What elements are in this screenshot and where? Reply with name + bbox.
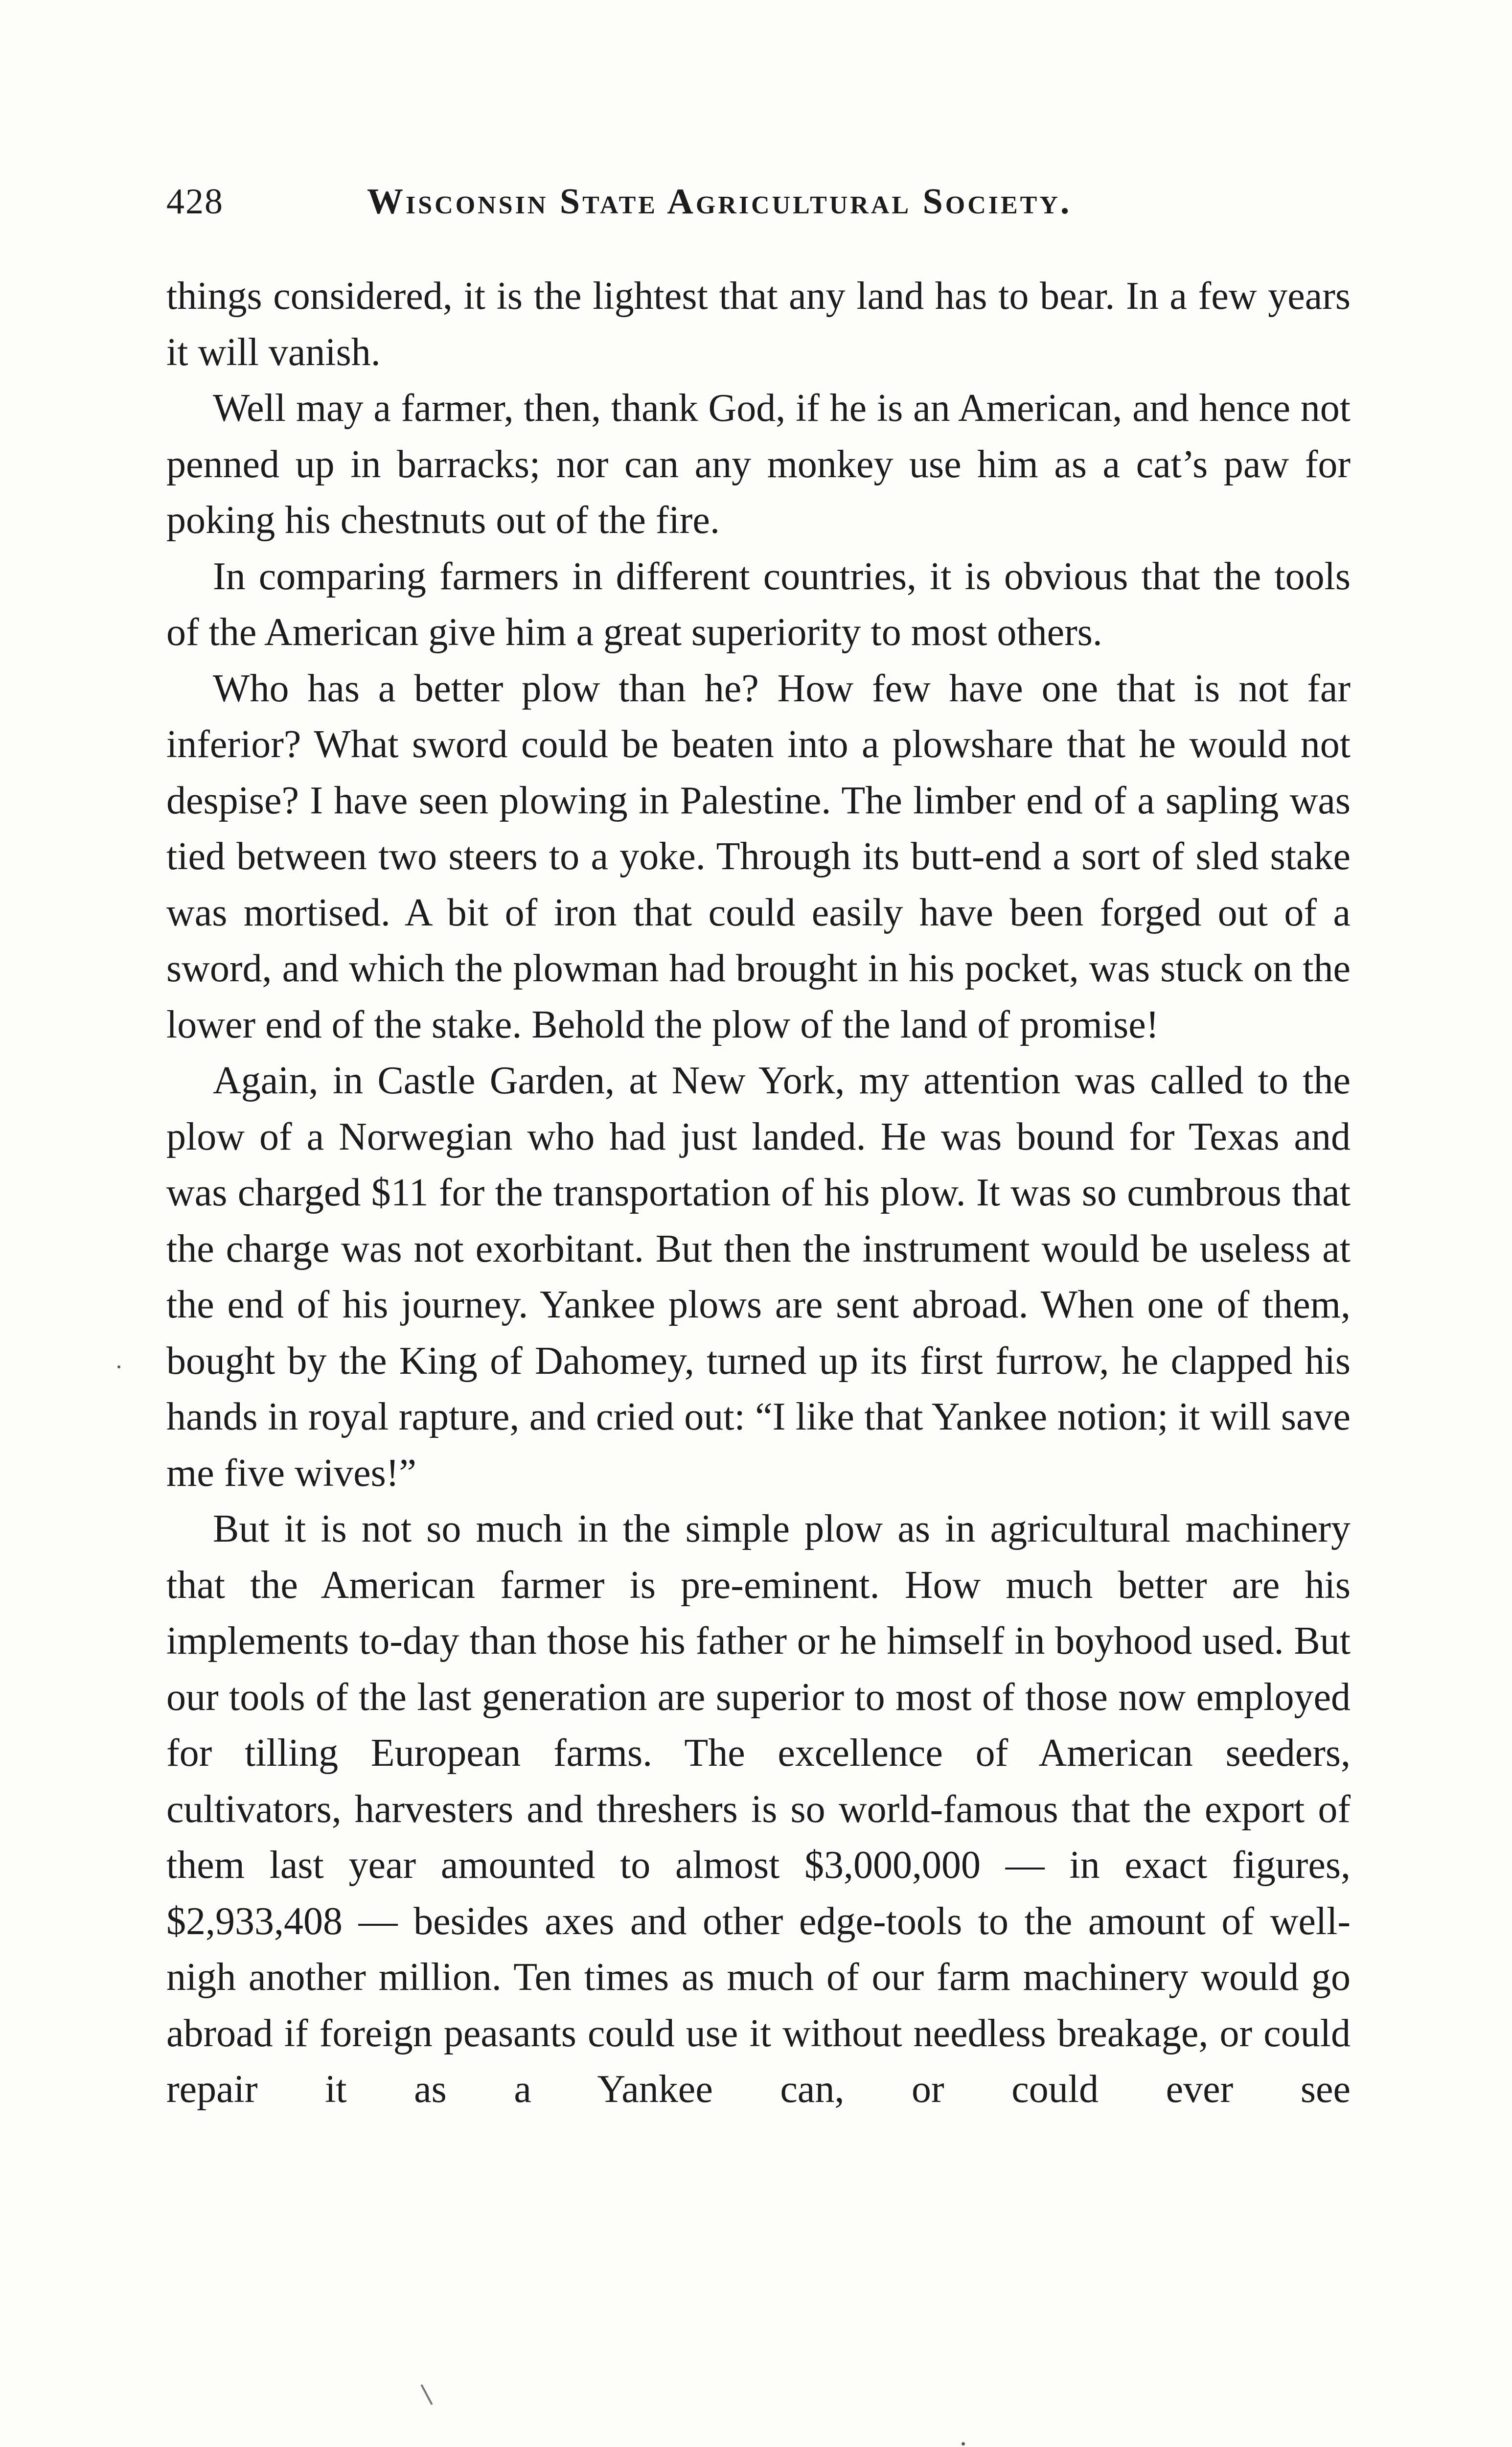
paragraph: But it is not so much in the simple plow as in agricultural machinery that the American farmer is pre-eminent. How much better are his implements to-day than those his father or he himself in boyhood used. But our tools of the last generation are superior to most of those now employed for tilling European farms. The excellence of American seeders, cultivators, harvesters and threshers is so world-famous that the export of them last year amounted to almost $3,000,000 — in exact figures, $2,933,408 — besides axes and other edge-tools to the amount of well-nigh another million. Ten times as much of our farm machinery would go abroad if foreign peasants could use it without needless breakage, or could repair it as a Yankee can, or could ever see xyxy=(166,1507,1351,2111)
scan-speck xyxy=(117,1365,120,1368)
body-text xyxy=(166,268,1351,2118)
scan-speck xyxy=(962,2442,965,2446)
paragraph: Who has a better plow than he? How few have one that is not far inferior? What sword could be beaten into a plowshare that he would not despise? I have seen plowing in Palestine. The limber end of a sapling was tied between two steers to a yoke. Through its butt-end a sort of sled stake was mortised. A bit of iron that could easily have been forged out of a sword, and which the plowman had brought in his pocket, was stuck on the lower end of the stake. Behold the plow of the land of promise! xyxy=(166,667,1351,1046)
page-number: 428 xyxy=(166,182,224,222)
paragraph: Well may a farmer, then, thank God, if he is an American, and hence not penned up in barracks; nor can any monkey use him as a cat’s paw for poking his chestnuts out of the fire. xyxy=(166,387,1351,542)
running-head: Wisconsin State Agricultural Society. xyxy=(367,182,1072,222)
paragraph: In comparing farmers in different countries, it is obvious that the tools of the American give him a great superiority to most others. xyxy=(166,554,1351,654)
scan-mark xyxy=(420,2384,433,2405)
paragraph: things considered, it is the lightest that any land has to bear. In a few years it will vanish. xyxy=(166,275,1351,374)
paragraph: Again, in Castle Garden, at New York, my attention was called to the plow of a Norwegian who had just landed. He was bound for Texas and was charged $11 for the transportation of his plow. It was so cumbrous that the charge was not exorbitant. But then the instrument would be useless at the end of his journey. Yankee plows are sent abroad. When one of them, bought by the King of Dahomey, turned up its first furrow, he clapped his hands in royal rapture, and cried out: “I like that Yankee notion; it will save me five wives!” xyxy=(166,1059,1351,1495)
page-header xyxy=(166,181,1351,240)
